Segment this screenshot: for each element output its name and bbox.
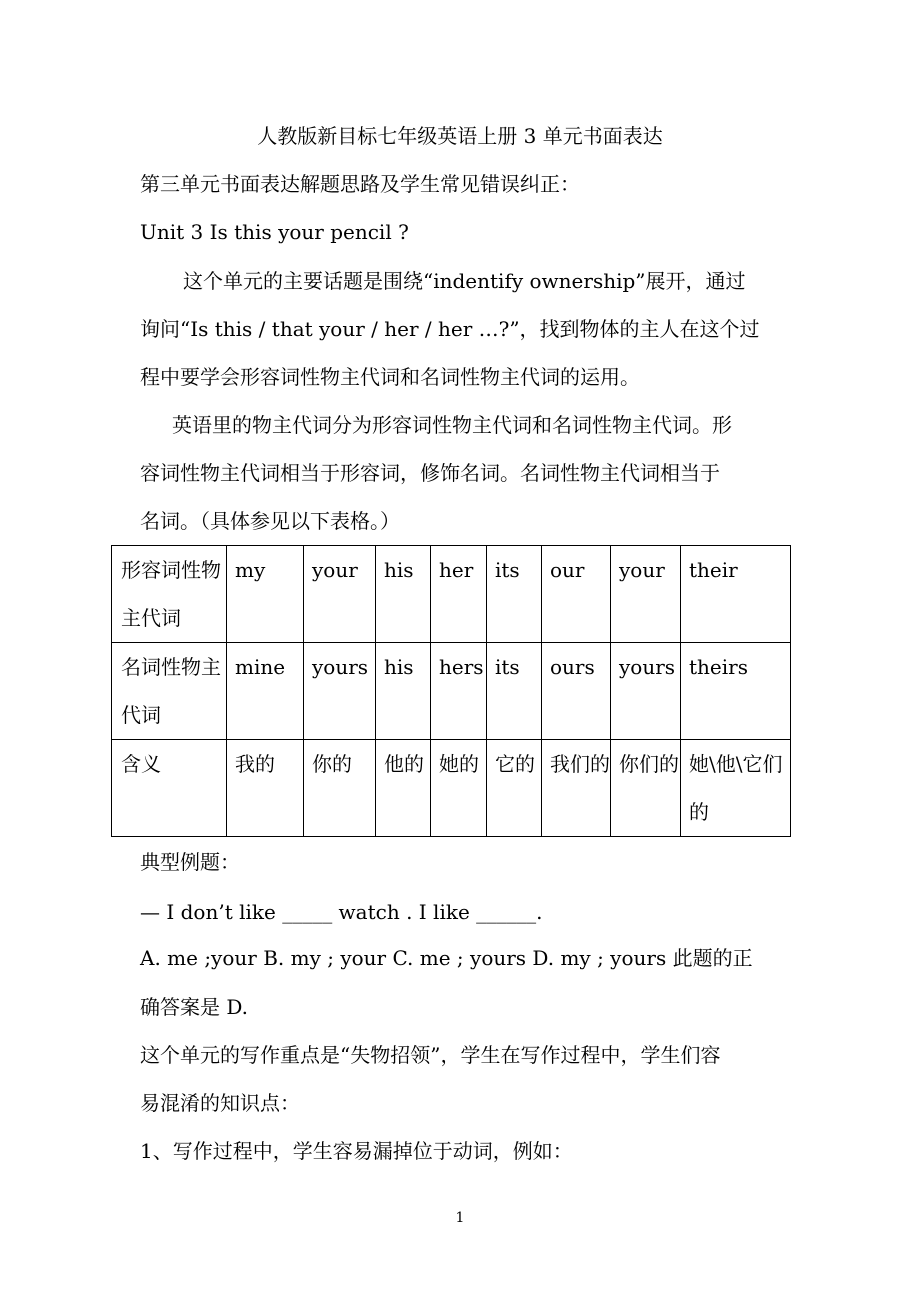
- example-question: — I don’t like _____ watch . I like ______.: [140, 900, 543, 924]
- table-cell: your: [611, 546, 681, 643]
- table-cell: 含义: [112, 740, 227, 837]
- table-cell: ours: [542, 643, 611, 740]
- example-heading: 典型例题：: [140, 850, 240, 874]
- section-subtitle: 第三单元书面表达解题思路及学生常见错误纠正：: [140, 172, 580, 196]
- table-cell: his: [376, 546, 431, 643]
- table-cell: theirs: [681, 643, 791, 740]
- table-cell: our: [542, 546, 611, 643]
- paragraph-3-line-1: 这个单元的写作重点是“失物招领”，学生在写作过程中，学生们容: [140, 1043, 721, 1067]
- table-cell: your: [304, 546, 376, 643]
- table-cell: 我们的: [542, 740, 611, 837]
- table-cell: 我的: [227, 740, 304, 837]
- table-row-meaning: [112, 740, 791, 837]
- paragraph-2-line-2: 容词性物主代词相当于形容词，修饰名词。名词性物主代词相当于: [140, 461, 720, 485]
- point-1: 1、写作过程中，学生容易漏掉位于动词，例如：: [140, 1139, 573, 1163]
- table-cell: its: [487, 643, 542, 740]
- paragraph-2-line-1: 英语里的物主代词分为形容词性物主代词和名词性物主代词。形: [172, 413, 732, 437]
- table-cell: 她的: [431, 740, 487, 837]
- table-cell: 他的: [376, 740, 431, 837]
- example-options: A. me ;your B. my ; your C. me ; yours D. my ; yours 此题的正: [140, 946, 753, 970]
- example-answer: 确答案是 D.: [140, 995, 249, 1019]
- table-cell: his: [376, 643, 431, 740]
- paragraph-1-line-3: 程中要学会形容词性物主代词和名词性物主代词的运用。: [140, 365, 640, 389]
- paragraph-3-line-2: 易混淆的知识点：: [140, 1091, 300, 1115]
- table-cell: 她\他\它们的: [681, 740, 791, 837]
- unit-heading: Unit 3 Is this your pencil ?: [140, 220, 409, 244]
- table-cell: hers: [431, 643, 487, 740]
- table-cell: her: [431, 546, 487, 643]
- table-cell: 形容词性物主代词: [112, 546, 227, 643]
- table-row-noun-possessive: [112, 643, 791, 740]
- page-number: 1: [455, 1210, 465, 1226]
- table-cell: its: [487, 546, 542, 643]
- table-cell: 它的: [487, 740, 542, 837]
- table-row-adjective-possessive: [112, 546, 791, 643]
- table-cell: 你们的: [611, 740, 681, 837]
- document-title: 人教版新目标七年级英语上册 3 单元书面表达: [257, 124, 663, 148]
- table-cell: their: [681, 546, 791, 643]
- pronoun-table: [111, 545, 791, 837]
- table-cell: my: [227, 546, 304, 643]
- table-cell: yours: [304, 643, 376, 740]
- table-cell: 你的: [304, 740, 376, 837]
- table-cell: 名词性物主代词: [112, 643, 227, 740]
- table-cell: yours: [611, 643, 681, 740]
- paragraph-1-line-1: 这个单元的主要话题是围绕“indentify ownership”展开，通过: [183, 269, 746, 293]
- paragraph-1-line-2: 询问“Is this / that your / her / her …?”，找到物体的主人在这个过: [140, 317, 760, 341]
- paragraph-2-line-3: 名词。（具体参见以下表格。）: [140, 509, 400, 533]
- table-cell: mine: [227, 643, 304, 740]
